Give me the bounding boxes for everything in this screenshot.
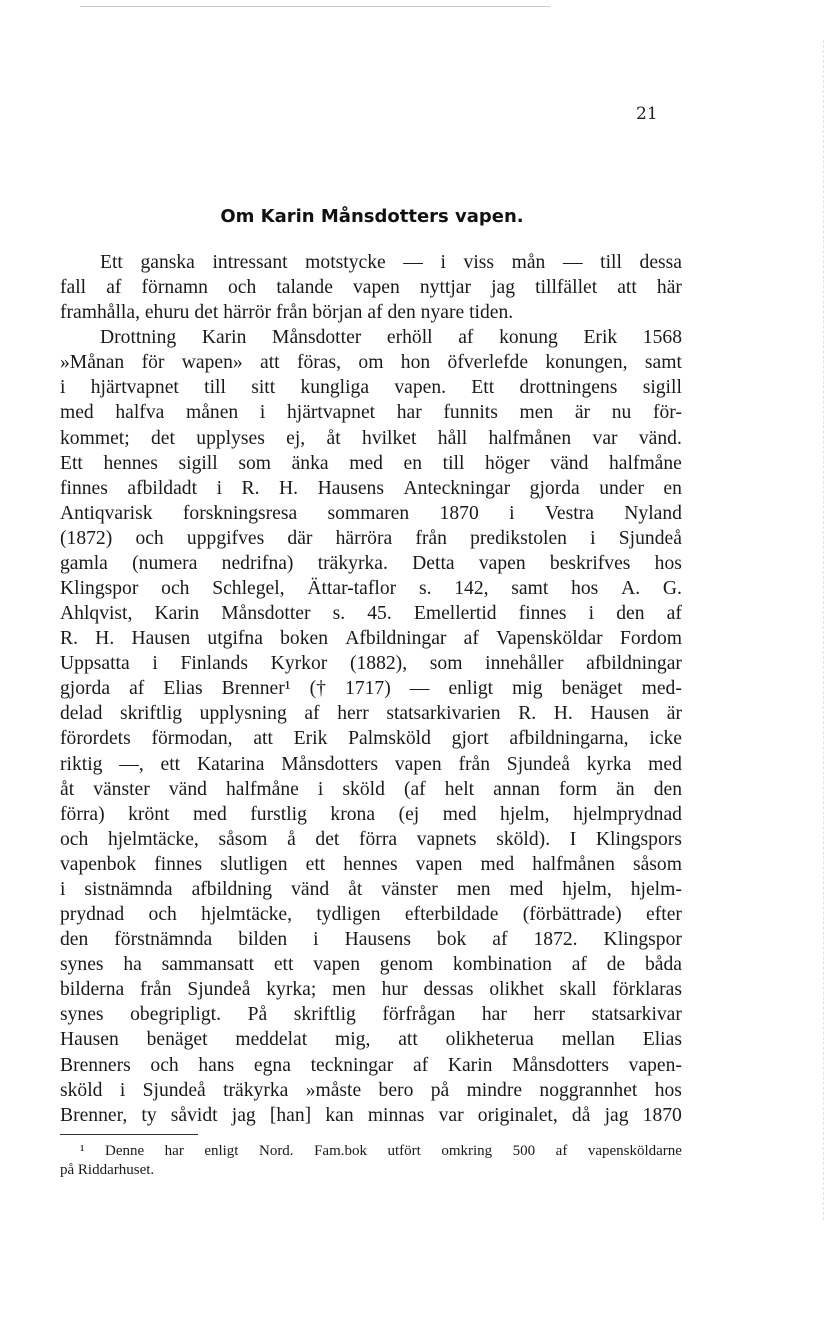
text-line: finnes afbildadt i R. H. Hausens Anteckningar gjorda under en xyxy=(60,477,682,499)
text-line: åt vänster vänd halfmåne i sköld (af helt annan form än den xyxy=(60,778,682,800)
text-line: (1872) och uppgifves där härröra från predikstolen i Sjundeå xyxy=(60,527,682,549)
text-line: synes ha sammansatt ett vapen genom kombination af de båda xyxy=(60,954,682,976)
text-line: fall af förnamn och talande vapen nyttjar jag tillfället att här xyxy=(60,277,682,299)
text-line: Antiqvarisk forskningsresa sommaren 1870 i Vestra Nyland xyxy=(60,502,682,524)
text-line: vapenbok finnes slutligen ett hennes vapen med halfmånen såsom xyxy=(60,853,682,875)
text-line: »Månan för wapen» att föras, om hon öfverlefde konungen, samt xyxy=(60,352,682,374)
page-number: 21 xyxy=(636,104,658,124)
text-line: riktig —, ett Katarina Månsdotters vapen från Sjundeå kyrka med xyxy=(60,753,682,775)
text-line: Drottning Karin Månsdotter erhöll af konung Erik 1568 xyxy=(100,327,682,349)
text-line: Ett ganska intressant motstycke — i viss mån — till dessa xyxy=(100,252,682,273)
text-line: prydnad och hjelmtäcke, tydligen efterbildade (förbättrade) efter xyxy=(60,904,682,926)
text-line: Klingspor och Schlegel, Ättar-taflor s. 142, samt hos A. G. xyxy=(60,578,682,600)
text-line: delad skriftlig upplysning af herr statsarkivarien R. H. Hausen är xyxy=(60,703,682,725)
text-line: i sistnämnda afbildning vänd åt vänster men med hjelm, hjelm- xyxy=(60,878,682,900)
text-line: på Riddarhuset. xyxy=(60,1162,155,1178)
text-line: Ett hennes sigill som änka med en till höger vänd halfmåne xyxy=(60,452,682,474)
page-title: Om Karin Månsdotters vapen. xyxy=(220,206,524,227)
text-line: sköld i Sjundeå träkyrka »måste bero på mindre noggrannhet hos xyxy=(60,1079,682,1101)
text-line: Brenners och hans egna teckningar af Karin Månsdotters vapen- xyxy=(60,1054,682,1076)
text-line: framhålla, ehuru det härrör från början af den nyare tiden. xyxy=(60,302,514,324)
text-line: förra) krönt med furstlig krona (ej med hjelm, hjelmprydnad xyxy=(60,803,682,825)
text-line: synes obegripligt. På skriftlig förfrågan har herr statsarkivar xyxy=(60,1004,682,1026)
text-line: kommet; det upplyses ej, åt hvilket håll halfmånen var vänd. xyxy=(60,427,682,449)
text-line: förordets förmodan, att Erik Palmsköld gjort afbildningarna, icke xyxy=(60,728,682,750)
body-text xyxy=(60,250,682,1128)
footnote xyxy=(60,1142,682,1180)
text-line: gamla (numera nedrifna) träkyrka. Detta vapen beskrifves hos xyxy=(60,552,682,574)
text-line: Ahlqvist, Karin Månsdotter s. 45. Emellertid finnes i den af xyxy=(60,603,682,625)
text-line: Hausen benäget meddelat mig, att olikheterua mellan Elias xyxy=(60,1029,682,1051)
text-line: bilderna från Sjundeå kyrka; men hur dessas olikhet skall förklaras xyxy=(60,979,682,1001)
top-edge-rule xyxy=(80,6,550,7)
text-line: med halfva månen i hjärtvapnet har funnits men är nu för- xyxy=(60,402,682,424)
text-line: den förstnämnda bilden i Hausens bok af 1872. Klingspor xyxy=(60,929,682,951)
text-line: och hjelmtäcke, såsom å det förra vapnets sköld). I Klingspors xyxy=(60,828,682,850)
text-line: Uppsatta i Finlands Kyrkor (1882), som innehåller afbildningar xyxy=(60,653,682,675)
text-line: ¹ Denne har enligt Nord. Fam.bok utfört omkring 500 af vapensköldarne xyxy=(80,1143,682,1159)
page-edge-shadow xyxy=(823,40,824,1220)
text-line: R. H. Hausen utgifna boken Afbildningar af Vapensköldar Fordom xyxy=(60,628,682,650)
text-line: Brenner, ty såvidt jag [han] kan minnas var originalet, då jag 1870 xyxy=(60,1104,682,1126)
text-line: gjorda af Elias Brenner¹ († 1717) — enligt mig benäget med- xyxy=(60,678,682,700)
footnote-divider xyxy=(60,1134,198,1135)
text-line: i hjärtvapnet till sitt kungliga vapen. Ett drottningens sigill xyxy=(60,377,682,399)
